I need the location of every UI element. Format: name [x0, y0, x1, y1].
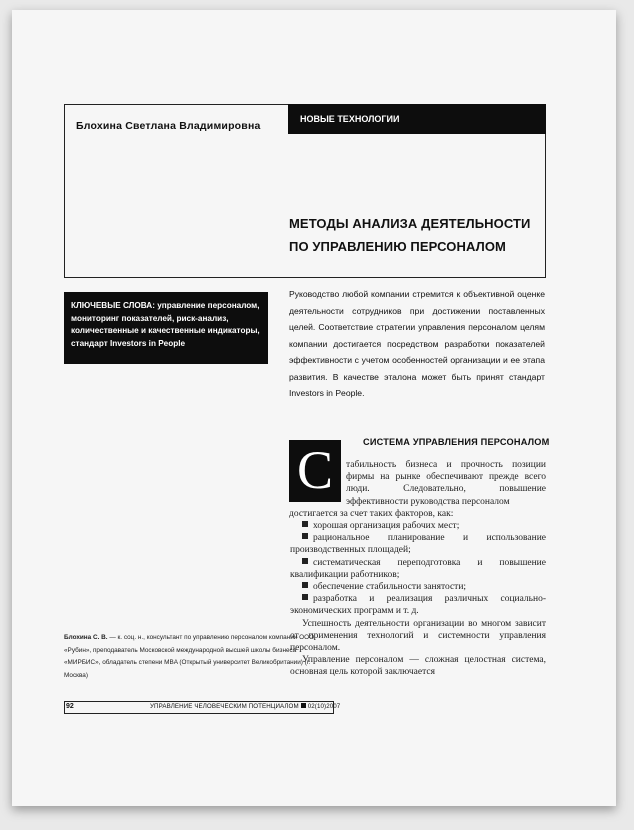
body-column — [289, 459, 546, 679]
page-number: 92 — [66, 703, 74, 710]
journal-issue: 02(10)2007 — [307, 703, 341, 710]
list-item: разработка и реализация различных социально-экономических программ и т. д. — [290, 594, 546, 617]
list-item: хорошая организация рабочих мест; — [290, 520, 546, 532]
author-note-text: — к. соц. н., консультант по управлению персоналом компании ООО «Рубин», преподаватель Московской международной высшей школы бизнеса «МИРБИС», обладатель степени MBA (Открытый университет Великобритании) (г. Москва) — [64, 634, 315, 679]
article-title — [289, 212, 539, 258]
body-paragraph: Управление персоналом — сложная целостная система, основная цель которой заключается — [290, 655, 546, 678]
body-paragraph: Успешность деятельности организации во многом зависит от применения технологий и системности управления персоналом. — [290, 618, 546, 654]
intro-continuation: достигается за счет таких факторов, как: — [289, 508, 454, 519]
dropcap-letter: С — [289, 440, 341, 502]
separator-square-icon — [301, 703, 306, 708]
rubric-badge: НОВЫЕ ТЕХНОЛОГИИ — [288, 104, 546, 134]
bullet-square-icon — [302, 521, 308, 527]
author-name: Блохина Светлана Владимировна — [76, 120, 261, 132]
title-line-2: ПО УПРАВЛЕНИЮ ПЕРСОНАЛОМ — [289, 239, 506, 254]
journal-name: УПРАВЛЕНИЕ ЧЕЛОВЕЧЕСКИМ ПОТЕНЦИАЛОМ — [150, 703, 299, 710]
bullet-square-icon — [302, 582, 308, 588]
keywords-text: управление персоналом, мониторинг показателей, риск-анализ, количественные и качественные индикаторы, стандарт Investors in People — [71, 301, 260, 348]
author-note — [64, 632, 328, 682]
list-item: систематическая переподготовка и повышение квалификации работников; — [290, 557, 546, 580]
keywords-box — [64, 292, 268, 364]
bullet-square-icon — [302, 533, 308, 539]
bullet-square-icon — [302, 558, 308, 564]
journal-footer — [150, 703, 340, 710]
list-item: обеспечение стабильности занятости; — [290, 581, 546, 593]
continued-text — [290, 508, 546, 679]
bullet-square-icon — [302, 594, 308, 600]
author-note-name: Блохина С. В. — [64, 634, 108, 641]
lead-paragraph: Руководство любой компании стремится к объективной оценке деятельности сотрудников при достижении поставленных целей. Соответствие стратегии управления персоналом целям компании достигается посредством разработки показателей эффективности с учетом особенностей организации и ее этапа развития. В качестве эталона может быть принят стандарт Investors in People. — [289, 289, 545, 398]
intro-paragraph: табильность бизнеса и прочность позиции фирмы на рынке обеспечивают прежде всего люди. Следовательно, повышение эффективности руководства персоналом — [346, 460, 546, 507]
keywords-label: КЛЮЧЕВЫЕ СЛОВА: — [71, 301, 155, 310]
title-line-1: МЕТОДЫ АНАЛИЗА ДЕЯТЕЛЬНОСТИ — [289, 216, 531, 231]
section-title: СИСТЕМА УПРАВЛЕНИЯ ПЕРСОНАЛОМ — [363, 437, 550, 447]
list-item: рациональное планирование и использование производственных площадей; — [290, 533, 546, 556]
